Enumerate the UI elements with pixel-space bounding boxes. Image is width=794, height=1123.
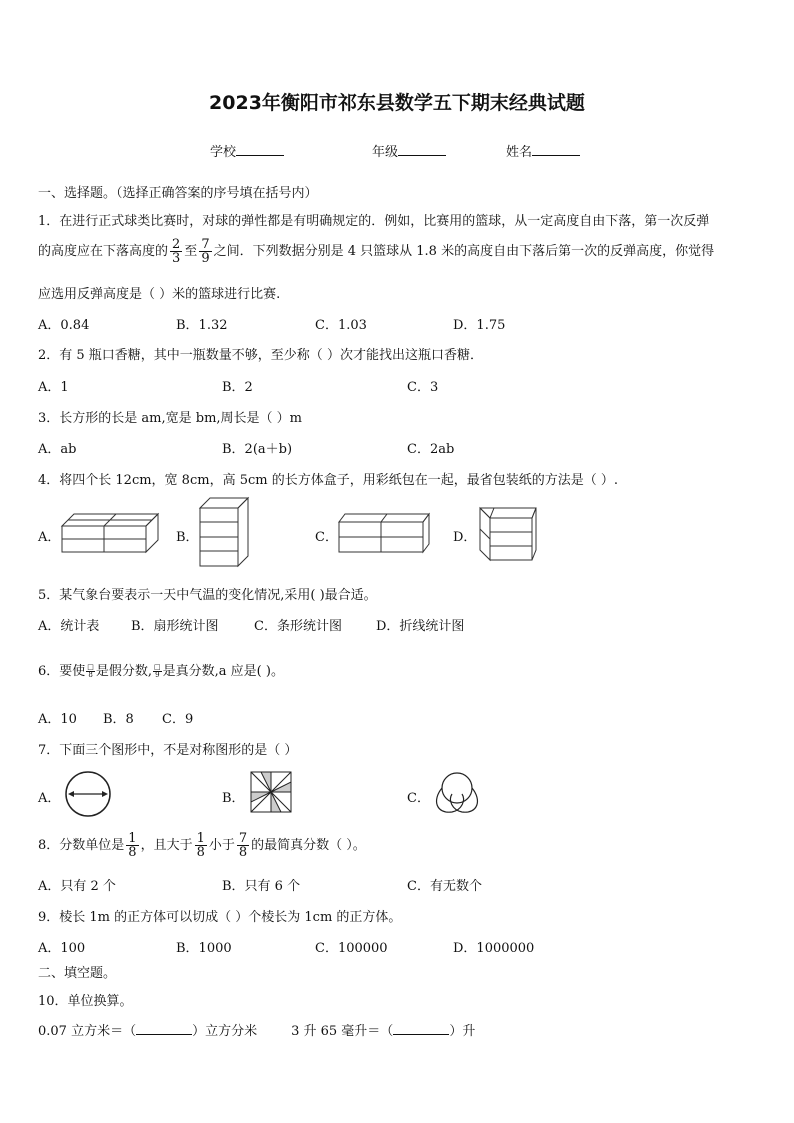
q9-option-b[interactable]: B．1000 bbox=[176, 941, 232, 956]
q2-option-b[interactable]: B．2 bbox=[222, 380, 253, 395]
q10-conversions bbox=[38, 1020, 475, 1039]
q1-fraction-2: $\frac{7}{9}$ bbox=[201, 237, 210, 266]
q1-option-b[interactable]: B．1.32 bbox=[176, 318, 228, 333]
q6-part-c: 是真分数,a 应是( )。 bbox=[162, 664, 284, 679]
q2-option-a[interactable]: A．1 bbox=[38, 380, 69, 395]
q7-option-a[interactable]: A． bbox=[38, 791, 61, 806]
q7-option-b[interactable]: B． bbox=[222, 791, 245, 806]
q5-option-b[interactable]: B．扇形统计图 bbox=[131, 619, 219, 634]
q5-text: 5．某气象台要表示一天中气温的变化情况,采用( )最合适。 bbox=[38, 588, 377, 603]
trefoil-figure[interactable] bbox=[432, 770, 482, 816]
q3-option-b[interactable]: B．2(a＋b) bbox=[222, 442, 293, 457]
q8-text bbox=[38, 832, 366, 859]
school-label: 学校 bbox=[210, 145, 237, 160]
q6-text bbox=[38, 660, 284, 679]
q2-option-c[interactable]: C．3 bbox=[407, 380, 439, 395]
q6-fraction-2: □ 9 bbox=[154, 663, 161, 679]
name-field[interactable] bbox=[506, 141, 580, 160]
q10-part-b: ）立方分米 bbox=[192, 1024, 258, 1039]
q1-option-d[interactable]: D．1.75 bbox=[453, 318, 506, 333]
q8-fraction-2: $\frac{1}{8}$ bbox=[196, 831, 205, 860]
q9-text: 9．棱长 1m 的正方体可以切成（ ）个棱长为 1cm 的正方体。 bbox=[38, 910, 402, 925]
school-blank[interactable] bbox=[236, 143, 284, 156]
page-title: 2023年衡阳市祁东县数学五下期末经典试题 bbox=[209, 92, 585, 114]
q8-option-a[interactable]: A．只有 2 个 bbox=[38, 879, 116, 894]
q6-fraction-1: □ 8 bbox=[87, 663, 94, 679]
q3-text: 3．长方形的长是 am,宽是 bm,周长是（ ）m bbox=[38, 411, 302, 426]
q4-option-b[interactable]: B． bbox=[176, 530, 199, 545]
box-figure-c[interactable] bbox=[337, 510, 431, 554]
q6-part-a: 6．要使 bbox=[38, 664, 86, 679]
section1-heading: 一、选择题。（选择正确答案的序号填在括号内） bbox=[38, 186, 318, 201]
q4-option-c[interactable]: C． bbox=[315, 530, 338, 545]
q1-mid: 至 bbox=[184, 244, 198, 259]
name-label: 姓名 bbox=[506, 145, 533, 160]
q4-option-d[interactable]: D． bbox=[453, 530, 477, 545]
q4-option-a[interactable]: A． bbox=[38, 530, 61, 545]
q6-part-b: 是假分数, bbox=[95, 664, 153, 679]
q10-blank-1[interactable] bbox=[136, 1022, 192, 1035]
q1-option-c[interactable]: C．1.03 bbox=[315, 318, 367, 333]
q7-text: 7．下面三个图形中，不是对称图形的是（ ） bbox=[38, 743, 298, 758]
q8-part-b: ，且大于 bbox=[140, 838, 193, 853]
q10-part-d: ）升 bbox=[449, 1024, 476, 1039]
q9-option-c[interactable]: C．100000 bbox=[315, 941, 388, 956]
q2-text: 2．有 5 瓶口香糖，其中一瓶数量不够，至少称（ ）次才能找出这瓶口香糖． bbox=[38, 348, 483, 363]
q3-option-c[interactable]: C．2ab bbox=[407, 442, 455, 457]
q10-part-a: 0.07 立方米＝（ bbox=[38, 1024, 137, 1039]
q8-part-c: 小于 bbox=[208, 838, 235, 853]
q8-option-c[interactable]: C．有无数个 bbox=[407, 879, 482, 894]
box-figure-d[interactable] bbox=[474, 504, 538, 562]
q9-option-d[interactable]: D．1000000 bbox=[453, 941, 535, 956]
q3-option-a[interactable]: A．ab bbox=[38, 442, 77, 457]
q1-line1: 1．在进行正式球类比赛时，对球的弹性都是有明确规定的．例如，比赛用的篮球，从一定高度自由下落，第一次反弹 bbox=[38, 214, 710, 229]
q8-part-a: 8．分数单位是 bbox=[38, 838, 125, 853]
section2-heading: 二、填空题。 bbox=[38, 966, 117, 981]
q1-line3: 应选用反弹高度是（ ）米的篮球进行比赛. bbox=[38, 287, 281, 302]
q5-option-d[interactable]: D．折线统计图 bbox=[376, 619, 465, 634]
q4-text: 4．将四个长 12cm，宽 8cm，高 5cm 的长方体盒子，用彩纸包在一起，最省包装纸的方法是（ ）. bbox=[38, 473, 618, 488]
q1-line2a: 的高度应在下落高度的 bbox=[38, 244, 169, 259]
q1-option-a[interactable]: A．0.84 bbox=[38, 318, 90, 333]
q1-fraction-1: $\frac{2}{3}$ bbox=[172, 237, 181, 266]
school-field[interactable] bbox=[210, 141, 284, 160]
q5-option-c[interactable]: C．条形统计图 bbox=[254, 619, 342, 634]
q6-option-a[interactable]: A．10 bbox=[38, 712, 77, 727]
box-figure-b[interactable] bbox=[198, 496, 250, 568]
box-figure-a[interactable] bbox=[60, 510, 160, 554]
q9-option-a[interactable]: A．100 bbox=[38, 941, 86, 956]
q1-line2 bbox=[38, 238, 714, 265]
name-blank[interactable] bbox=[532, 143, 580, 156]
pinwheel-figure[interactable] bbox=[249, 770, 293, 814]
grade-blank[interactable] bbox=[398, 143, 446, 156]
q10-part-c: 3 升 65 毫升＝（ bbox=[291, 1024, 394, 1039]
q8-part-d: 的最简真分数（ ）。 bbox=[251, 838, 366, 853]
q6-option-c[interactable]: C．9 bbox=[162, 712, 194, 727]
q6-option-b[interactable]: B．8 bbox=[103, 712, 134, 727]
q10-text: 10．单位换算。 bbox=[38, 994, 133, 1009]
circle-arrow-figure[interactable] bbox=[62, 770, 114, 818]
q5-option-a[interactable]: A．统计表 bbox=[38, 619, 100, 634]
q8-fraction-1: $\frac{1}{8}$ bbox=[128, 831, 137, 860]
q8-option-b[interactable]: B．只有 6 个 bbox=[222, 879, 301, 894]
grade-label: 年级 bbox=[372, 145, 399, 160]
q1-line2b: 之间．下列数据分别是 4 只篮球从 1.8 米的高度自由下落后第一次的反弹高度，你觉得 bbox=[213, 244, 715, 259]
grade-field[interactable] bbox=[372, 141, 446, 160]
q7-option-c[interactable]: C． bbox=[407, 791, 430, 806]
q8-fraction-3: $\frac{7}{8}$ bbox=[238, 831, 248, 860]
q10-blank-2[interactable] bbox=[393, 1022, 449, 1035]
